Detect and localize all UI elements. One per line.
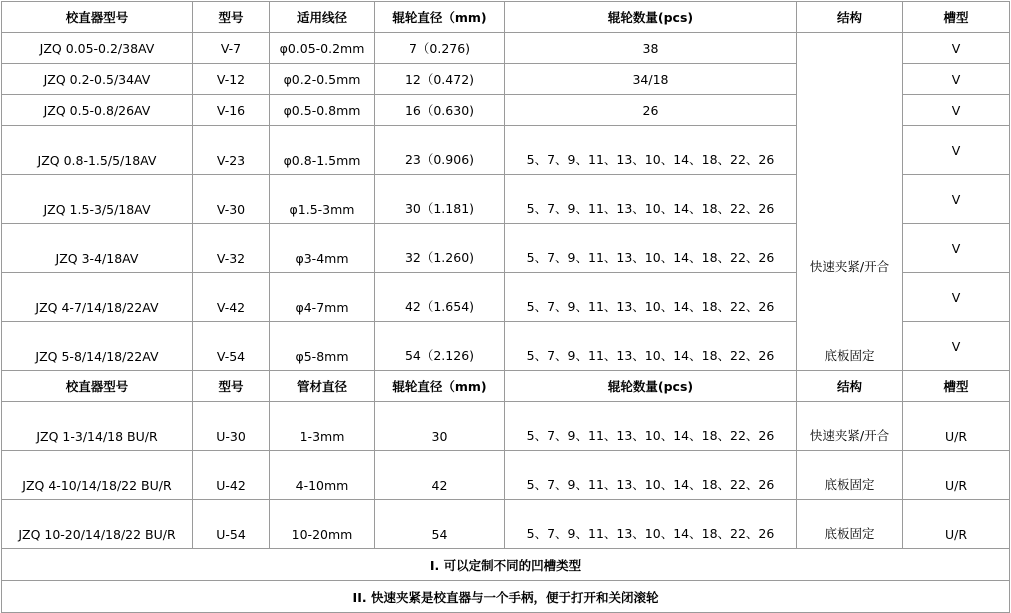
count-cell: 5、7、9、11、13、10、14、18、22、26 [505, 175, 797, 224]
header-type: 型号 [193, 2, 270, 33]
type-cell: U-42 [193, 451, 270, 500]
count-cell: 5、7、9、11、13、10、14、18、22、26 [505, 402, 797, 451]
diameter-cell: 23（0.906) [375, 126, 505, 175]
wire-cell: 1-3mm [270, 402, 375, 451]
model-cell: JZQ 4-10/14/18/22 BU/R [2, 451, 193, 500]
count-cell: 26 [505, 95, 797, 126]
wire-cell: φ3-4mm [270, 224, 375, 273]
model-cell: JZQ 0.05-0.2/38AV [2, 33, 193, 64]
type-cell: V-32 [193, 224, 270, 273]
table-row [2, 500, 1010, 549]
type-cell: V-23 [193, 126, 270, 175]
diameter-cell: 32（1.260) [375, 224, 505, 273]
model-cell: JZQ 3-4/18AV [2, 224, 193, 273]
diameter-cell: 54 [375, 500, 505, 549]
model-cell: JZQ 0.8-1.5/5/18AV [2, 126, 193, 175]
wire-cell: φ1.5-3mm [270, 175, 375, 224]
groove-cell: V [903, 322, 1010, 371]
structure-base-fixed: 底板固定 [824, 348, 875, 363]
model-cell: JZQ 1.5-3/5/18AV [2, 175, 193, 224]
diameter-cell: 42 [375, 451, 505, 500]
note-text: I. 可以定制不同的凹槽类型 [2, 549, 1010, 581]
count-cell: 5、7、9、11、13、10、14、18、22、26 [505, 451, 797, 500]
type-cell: V-16 [193, 95, 270, 126]
note-row [2, 549, 1010, 581]
header-groove: 槽型 [903, 371, 1010, 402]
u-header-row [2, 371, 1010, 402]
structure-cell: 快速夹紧/开合 [797, 402, 903, 451]
groove-cell: V [903, 33, 1010, 64]
wire-cell: φ0.8-1.5mm [270, 126, 375, 175]
model-cell: JZQ 0.5-0.8/26AV [2, 95, 193, 126]
diameter-cell: 54（2.126) [375, 322, 505, 371]
count-cell: 5、7、9、11、13、10、14、18、22、26 [505, 224, 797, 273]
header-diameter: 辊轮直径（mm) [375, 2, 505, 33]
wire-cell: 10-20mm [270, 500, 375, 549]
header-count: 辊轮数量(pcs) [505, 2, 797, 33]
diameter-cell: 12（0.472) [375, 64, 505, 95]
structure-cell: 底板固定 [797, 451, 903, 500]
header-model: 校直器型号 [2, 371, 193, 402]
model-cell: JZQ 10-20/14/18/22 BU/R [2, 500, 193, 549]
wire-cell: φ5-8mm [270, 322, 375, 371]
groove-cell: V [903, 175, 1010, 224]
groove-cell: V [903, 95, 1010, 126]
type-cell: U-54 [193, 500, 270, 549]
table-row [2, 451, 1010, 500]
structure-text-group [799, 33, 900, 364]
model-cell: JZQ 0.2-0.5/34AV [2, 64, 193, 95]
header-type: 型号 [193, 371, 270, 402]
diameter-cell: 42（1.654) [375, 273, 505, 322]
header-structure: 结构 [797, 371, 903, 402]
wire-cell: 4-10mm [270, 451, 375, 500]
header-count: 辊轮数量(pcs) [505, 371, 797, 402]
groove-cell: U/R [903, 451, 1010, 500]
header-model: 校直器型号 [2, 2, 193, 33]
table-row [2, 402, 1010, 451]
type-cell: V-42 [193, 273, 270, 322]
count-cell: 38 [505, 33, 797, 64]
type-cell: V-12 [193, 64, 270, 95]
type-cell: V-30 [193, 175, 270, 224]
structure-quick-clamp: 快速夹紧/开合 [809, 259, 890, 274]
structure-merged-cell [797, 33, 903, 371]
wire-cell: φ4-7mm [270, 273, 375, 322]
model-cell: JZQ 4-7/14/18/22AV [2, 273, 193, 322]
type-cell: V-54 [193, 322, 270, 371]
groove-cell: V [903, 126, 1010, 175]
header-groove: 槽型 [903, 2, 1010, 33]
spec-table [1, 1, 1010, 613]
wire-cell: φ0.05-0.2mm [270, 33, 375, 64]
note-text: II. 快速夹紧是校直器与一个手柄，便于打开和关闭滚轮 [2, 581, 1010, 613]
table-row [2, 33, 1010, 64]
groove-cell: V [903, 224, 1010, 273]
groove-cell: V [903, 64, 1010, 95]
count-cell: 5、7、9、11、13、10、14、18、22、26 [505, 322, 797, 371]
diameter-cell: 30 [375, 402, 505, 451]
diameter-cell: 16（0.630) [375, 95, 505, 126]
structure-cell: 底板固定 [797, 500, 903, 549]
count-cell: 34/18 [505, 64, 797, 95]
count-cell: 5、7、9、11、13、10、14、18、22、26 [505, 273, 797, 322]
note-row [2, 581, 1010, 613]
v-header-row [2, 2, 1010, 33]
groove-cell: U/R [903, 500, 1010, 549]
count-cell: 5、7、9、11、13、10、14、18、22、26 [505, 500, 797, 549]
model-cell: JZQ 1-3/14/18 BU/R [2, 402, 193, 451]
header-structure: 结构 [797, 2, 903, 33]
groove-cell: U/R [903, 402, 1010, 451]
count-cell: 5、7、9、11、13、10、14、18、22、26 [505, 126, 797, 175]
wire-cell: φ0.2-0.5mm [270, 64, 375, 95]
header-wire: 适用线径 [270, 2, 375, 33]
diameter-cell: 7（0.276) [375, 33, 505, 64]
model-cell: JZQ 5-8/14/18/22AV [2, 322, 193, 371]
diameter-cell: 30（1.181) [375, 175, 505, 224]
header-diameter: 辊轮直径（mm) [375, 371, 505, 402]
type-cell: U-30 [193, 402, 270, 451]
groove-cell: V [903, 273, 1010, 322]
wire-cell: φ0.5-0.8mm [270, 95, 375, 126]
header-wire: 管材直径 [270, 371, 375, 402]
type-cell: V-7 [193, 33, 270, 64]
spec-table-body [2, 2, 1010, 613]
